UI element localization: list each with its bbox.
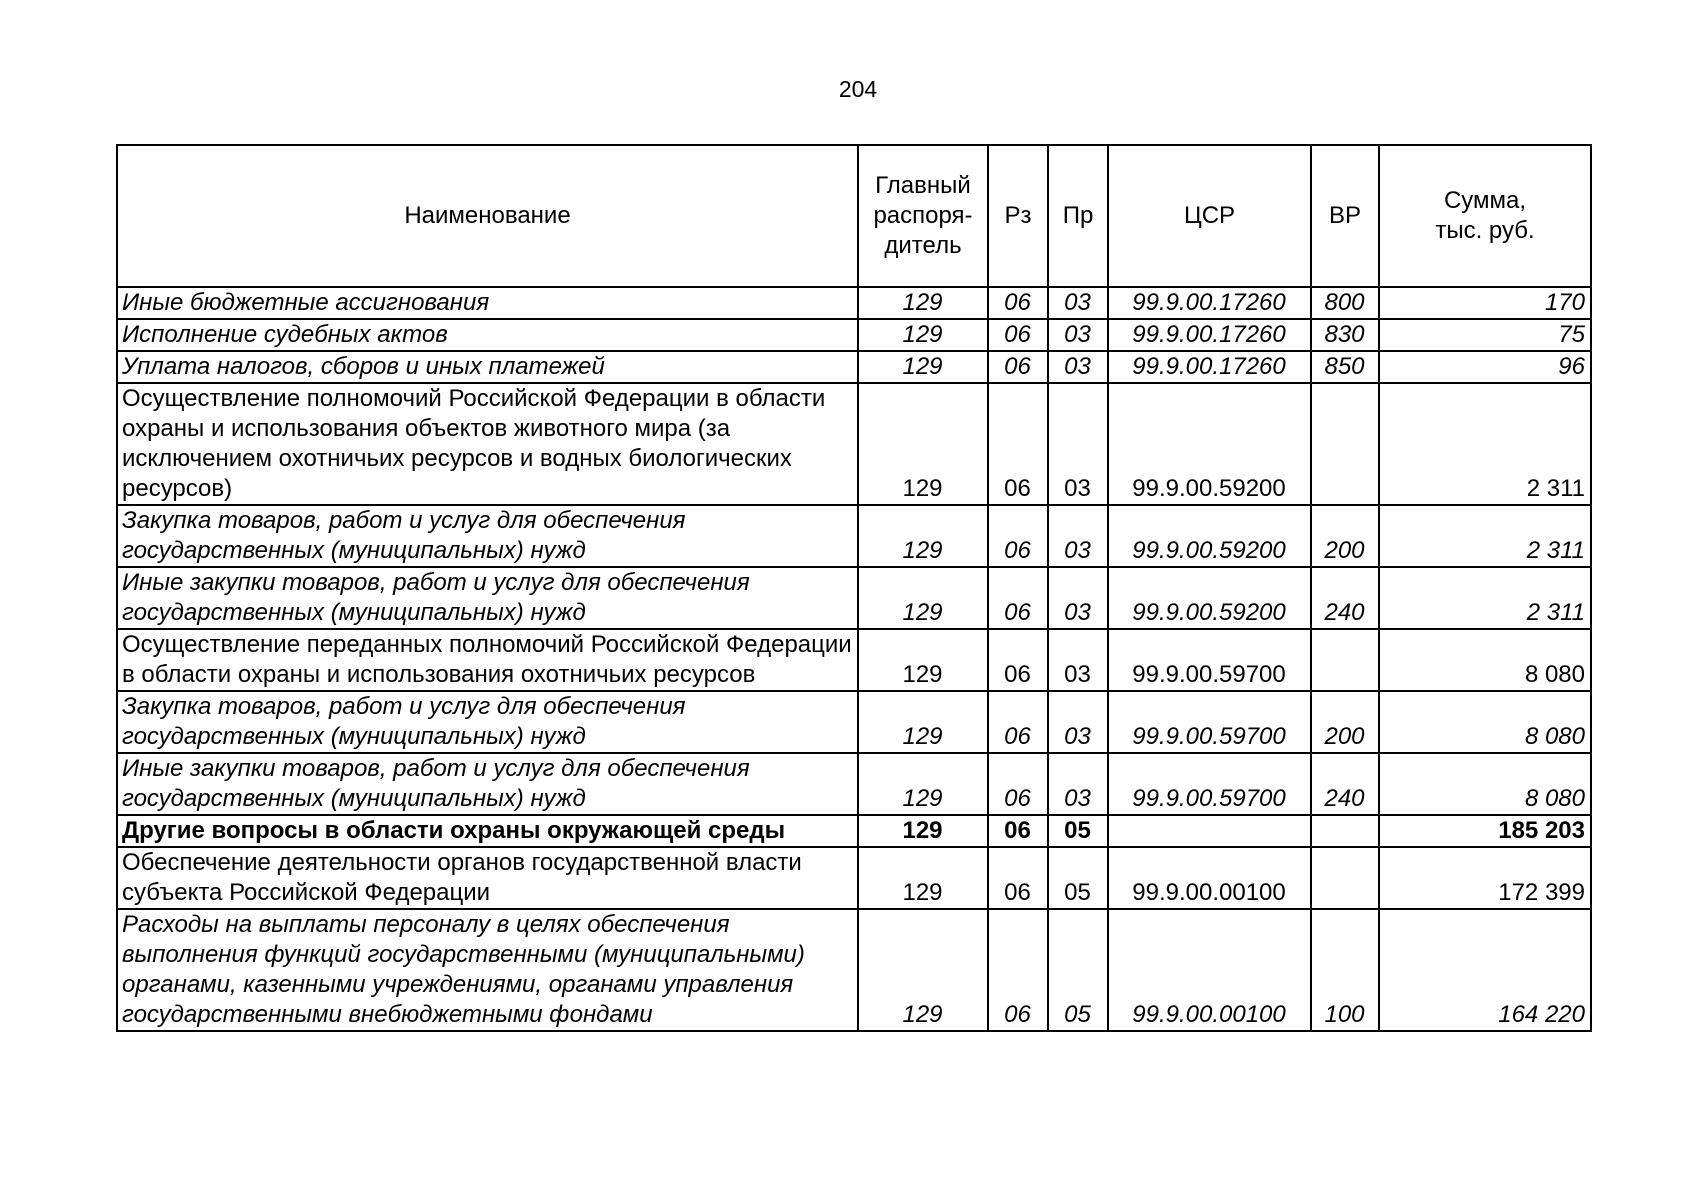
row-rz: 06 <box>988 319 1048 351</box>
row-name: Исполнение судебных актов <box>117 319 858 351</box>
row-name: Осуществление полномочий Российской Федерации в области охраны и использования объектов животного мира (за исключением охотничьих ресурсов и водных биологических ресурсов) <box>117 383 858 505</box>
row-main-manager: 129 <box>858 351 988 383</box>
row-rz: 06 <box>988 567 1048 629</box>
header-main-manager <box>858 145 988 287</box>
table-row <box>117 691 1591 753</box>
row-sum: 8 080 <box>1379 691 1591 753</box>
row-csr <box>1108 815 1311 847</box>
row-main-manager: 129 <box>858 909 988 1031</box>
header-main-manager-line-2: распоря- <box>873 202 973 229</box>
row-pr: 03 <box>1048 505 1108 567</box>
row-vr: 100 <box>1311 909 1379 1031</box>
row-rz: 06 <box>988 351 1048 383</box>
row-vr: 850 <box>1311 351 1379 383</box>
row-main-manager: 129 <box>858 847 988 909</box>
table-row <box>117 847 1591 909</box>
budget-table <box>116 144 1592 1032</box>
row-rz: 06 <box>988 753 1048 815</box>
row-name: Осуществление переданных полномочий Российской Федерации в области охраны и использования охотничьих ресурсов <box>117 629 858 691</box>
row-vr: 200 <box>1311 505 1379 567</box>
header-name: Наименование <box>117 145 858 287</box>
row-sum: 2 311 <box>1379 505 1591 567</box>
row-pr: 05 <box>1048 847 1108 909</box>
header-sum-line-1: Сумма, <box>1443 187 1527 214</box>
row-pr: 03 <box>1048 383 1108 505</box>
row-csr: 99.9.00.59700 <box>1108 753 1311 815</box>
row-rz: 06 <box>988 815 1048 847</box>
header-main-manager-line-1: Главный <box>875 172 971 199</box>
row-main-manager: 129 <box>858 753 988 815</box>
row-sum: 96 <box>1379 351 1591 383</box>
row-vr: 830 <box>1311 319 1379 351</box>
row-csr: 99.9.00.17260 <box>1108 287 1311 319</box>
row-name: Иные бюджетные ассигнования <box>117 287 858 319</box>
table-row <box>117 567 1591 629</box>
row-csr: 99.9.00.17260 <box>1108 319 1311 351</box>
row-rz: 06 <box>988 847 1048 909</box>
row-csr: 99.9.00.00100 <box>1108 909 1311 1031</box>
row-rz: 06 <box>988 287 1048 319</box>
row-rz: 06 <box>988 691 1048 753</box>
row-csr: 99.9.00.59200 <box>1108 505 1311 567</box>
row-pr: 03 <box>1048 753 1108 815</box>
row-vr <box>1311 383 1379 505</box>
table-row <box>117 383 1591 505</box>
row-rz: 06 <box>988 629 1048 691</box>
row-pr: 03 <box>1048 319 1108 351</box>
row-name: Закупка товаров, работ и услуг для обеспечения государственных (муниципальных) нужд <box>117 505 858 567</box>
row-main-manager: 129 <box>858 629 988 691</box>
row-sum: 172 399 <box>1379 847 1591 909</box>
row-pr: 03 <box>1048 629 1108 691</box>
header-vr: ВР <box>1311 145 1379 287</box>
row-rz: 06 <box>988 383 1048 505</box>
row-name: Обеспечение деятельности органов государственной власти субъекта Российской Федерации <box>117 847 858 909</box>
header-pr: Пр <box>1048 145 1108 287</box>
row-rz: 06 <box>988 909 1048 1031</box>
row-pr: 03 <box>1048 287 1108 319</box>
row-name: Расходы на выплаты персоналу в целях обеспечения выполнения функций государственными (муниципальными) органами, казенными учреждениями, органами управления государственными внебюджетными фондами <box>117 909 858 1031</box>
row-main-manager: 129 <box>858 815 988 847</box>
row-csr: 99.9.00.59700 <box>1108 691 1311 753</box>
table-row <box>117 351 1591 383</box>
row-csr: 99.9.00.59200 <box>1108 383 1311 505</box>
row-name: Другие вопросы в области охраны окружающей среды <box>117 815 858 847</box>
page-number: 204 <box>838 76 878 102</box>
row-sum: 75 <box>1379 319 1591 351</box>
row-main-manager: 129 <box>858 505 988 567</box>
row-name: Иные закупки товаров, работ и услуг для обеспечения государственных (муниципальных) нужд <box>117 753 858 815</box>
row-csr: 99.9.00.00100 <box>1108 847 1311 909</box>
table-row <box>117 909 1591 1031</box>
header-sum-line-2: тыс. руб. <box>1435 217 1535 244</box>
row-rz: 06 <box>988 505 1048 567</box>
row-vr <box>1311 847 1379 909</box>
row-main-manager: 129 <box>858 567 988 629</box>
table-row <box>117 287 1591 319</box>
row-main-manager: 129 <box>858 319 988 351</box>
row-pr: 05 <box>1048 909 1108 1031</box>
row-vr: 240 <box>1311 567 1379 629</box>
row-pr: 03 <box>1048 567 1108 629</box>
row-sum: 164 220 <box>1379 909 1591 1031</box>
row-pr: 03 <box>1048 691 1108 753</box>
header-csr: ЦСР <box>1108 145 1311 287</box>
row-sum: 8 080 <box>1379 753 1591 815</box>
table-row <box>117 815 1591 847</box>
row-name: Иные закупки товаров, работ и услуг для обеспечения государственных (муниципальных) нужд <box>117 567 858 629</box>
row-vr <box>1311 629 1379 691</box>
table-row <box>117 319 1591 351</box>
row-main-manager: 129 <box>858 691 988 753</box>
table-row <box>117 505 1591 567</box>
row-main-manager: 129 <box>858 287 988 319</box>
header-sum <box>1379 145 1591 287</box>
row-pr: 03 <box>1048 351 1108 383</box>
row-vr: 800 <box>1311 287 1379 319</box>
table-header-row <box>117 145 1591 287</box>
row-name: Уплата налогов, сборов и иных платежей <box>117 351 858 383</box>
row-sum: 8 080 <box>1379 629 1591 691</box>
row-main-manager: 129 <box>858 383 988 505</box>
row-vr: 200 <box>1311 691 1379 753</box>
row-vr <box>1311 815 1379 847</box>
row-csr: 99.9.00.59700 <box>1108 629 1311 691</box>
header-main-manager-line-3: дитель <box>884 232 962 259</box>
row-pr: 05 <box>1048 815 1108 847</box>
row-sum: 170 <box>1379 287 1591 319</box>
row-sum: 185 203 <box>1379 815 1591 847</box>
row-sum: 2 311 <box>1379 567 1591 629</box>
row-sum: 2 311 <box>1379 383 1591 505</box>
row-vr: 240 <box>1311 753 1379 815</box>
row-csr: 99.9.00.17260 <box>1108 351 1311 383</box>
header-rz: Рз <box>988 145 1048 287</box>
row-csr: 99.9.00.59200 <box>1108 567 1311 629</box>
row-name: Закупка товаров, работ и услуг для обеспечения государственных (муниципальных) нужд <box>117 691 858 753</box>
table-row <box>117 753 1591 815</box>
table-row <box>117 629 1591 691</box>
